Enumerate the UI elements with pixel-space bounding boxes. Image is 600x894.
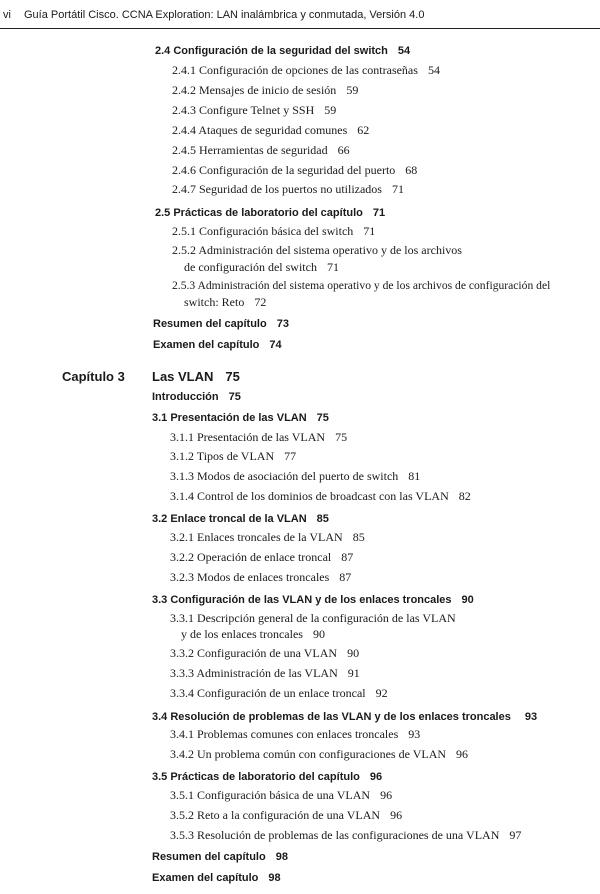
toc-title: 3.2.2 Operación de enlace troncal — [170, 550, 332, 564]
toc-page: 96 — [380, 788, 393, 802]
toc-page: 73 — [276, 318, 289, 330]
toc-section-3-4 — [152, 711, 537, 723]
toc-entry-3-1-4 — [170, 489, 471, 504]
toc-entry-2-5-3 — [172, 279, 550, 292]
toc-title: 2.4.5 Herramientas de seguridad — [172, 143, 328, 157]
toc-title: 2.5 Prácticas de laboratorio del capítulo — [155, 207, 363, 219]
toc-title: 2.5.1 Configuración básica del switch — [172, 224, 354, 238]
toc-entry-2-4-3 — [172, 103, 336, 118]
toc-title: 2.4.2 Mensajes de inicio de sesión — [172, 83, 337, 97]
toc-page: 68 — [405, 163, 418, 177]
toc-title: Resumen del capítulo — [152, 851, 266, 863]
toc-title-line2: switch: Reto — [184, 295, 245, 309]
toc-section-3-2 — [152, 513, 329, 525]
toc-title: Examen del capítulo — [153, 339, 260, 351]
toc-page: 93 — [408, 727, 421, 741]
toc-page: 77 — [284, 449, 297, 463]
toc-entry-3-2-3 — [170, 570, 351, 585]
toc-title: 2.4.4 Ataques de seguridad comunes — [172, 123, 348, 137]
toc-entry-2-5-2 — [172, 243, 462, 258]
toc-page: 66 — [337, 143, 350, 157]
toc-title: 3.3.2 Configuración de una VLAN — [170, 646, 338, 660]
page-number: vi — [3, 9, 11, 21]
toc-title: 3.1.1 Presentación de las VLAN — [170, 430, 326, 444]
toc-page: 96 — [456, 747, 469, 761]
toc-page: 85 — [352, 530, 365, 544]
toc-title: 3.4.1 Problemas comunes con enlaces troncales — [170, 727, 399, 741]
toc-page: 71 — [372, 207, 386, 219]
toc-title-line1: 2.5.3 Administración del sistema operativo y de los archivos de configuración del — [172, 279, 551, 292]
toc-page: 75 — [335, 430, 348, 444]
toc-page: 85 — [316, 513, 329, 525]
toc-resumen-2 — [153, 318, 289, 330]
toc-entry-3-4-2 — [170, 747, 468, 762]
toc-page: 74 — [269, 339, 282, 351]
book-title: Guía Portátil Cisco. CCNA Exploration: LAN inalámbrica y conmutada, Versión 4.0 — [24, 9, 425, 21]
toc-title: 3.1.4 Control de los dominios de broadcast con las VLAN — [170, 489, 449, 503]
toc-title: 2.4 Configuración de la seguridad del switch — [155, 45, 388, 57]
toc-title-line2: y de los enlaces troncales — [181, 627, 303, 641]
toc-page: 54 — [427, 63, 440, 77]
toc-title: Las VLAN — [152, 369, 214, 384]
toc-section-3-1 — [152, 412, 329, 424]
toc-title-line1: 2.5.2 Administración del sistema operativo y de los archivos — [172, 243, 462, 257]
toc-page: 87 — [339, 570, 352, 584]
toc-page: 98 — [268, 872, 281, 884]
toc-section-2-4 — [155, 45, 410, 57]
toc-title: 3.1 Presentación de las VLAN — [152, 412, 307, 424]
toc-section-3-3 — [152, 594, 474, 606]
toc-title: 3.4 Resolución de problemas de las VLAN y de los enlaces troncales — [152, 711, 511, 723]
toc-title: 3.5.1 Configuración básica de una VLAN — [170, 788, 371, 802]
toc-title: 3.5 Prácticas de laboratorio del capítulo — [152, 771, 360, 783]
toc-page: 54 — [397, 45, 411, 57]
toc-title: 3.1.3 Modos de asociación del puerto de switch — [170, 469, 399, 483]
toc-title: Resumen del capítulo — [153, 318, 267, 330]
toc-title: 3.3.3 Administración de las VLAN — [170, 666, 338, 680]
toc-entry-3-5-2 — [170, 808, 402, 823]
toc-entry-3-3-1-cont — [181, 627, 325, 642]
toc-page: 90 — [312, 627, 325, 641]
toc-title: 3.3 Configuración de las VLAN y de los enlaces troncales — [152, 594, 452, 606]
toc-page: 59 — [324, 103, 337, 117]
toc-entry-3-1-1 — [170, 430, 347, 445]
toc-entry-3-5-1 — [170, 788, 392, 803]
toc-title: 2.4.7 Seguridad de los puertos no utilizados — [172, 182, 382, 196]
toc-entry-2-4-7 — [172, 182, 404, 197]
toc-examen-2 — [153, 339, 282, 351]
toc-title: 3.2.3 Modos de enlaces troncales — [170, 570, 330, 584]
toc-page: 92 — [375, 686, 388, 700]
toc-page: 81 — [408, 469, 421, 483]
toc-entry-3-2-1 — [170, 530, 365, 545]
toc-page: 82 — [458, 489, 471, 503]
toc-title-line2: de configuración del switch — [184, 260, 317, 274]
toc-examen-3 — [152, 872, 281, 884]
toc-page: 75 — [316, 412, 329, 424]
toc-entry-3-5-3 — [170, 828, 521, 843]
toc-entry-3-2-2 — [170, 550, 353, 565]
toc-entry-2-4-1 — [172, 63, 440, 78]
toc-entry-2-5-2-cont — [184, 260, 339, 275]
toc-title: 3.4.2 Un problema común con configuraciones de VLAN — [170, 747, 447, 761]
toc-title: 2.4.3 Configure Telnet y SSH — [172, 103, 315, 117]
toc-title: Examen del capítulo — [152, 872, 259, 884]
toc-title: 3.1.2 Tipos de VLAN — [170, 449, 275, 463]
toc-page: 71 — [326, 260, 339, 274]
toc-intro-3 — [152, 391, 241, 403]
toc-entry-2-5-1 — [172, 224, 375, 239]
toc-entry-3-3-1 — [170, 611, 456, 626]
toc-page: 71 — [391, 182, 404, 196]
toc-page: 75 — [228, 391, 241, 403]
toc-entry-2-4-2 — [172, 83, 358, 98]
toc-section-3-5 — [152, 771, 382, 783]
toc-title: 3.5.3 Resolución de problemas de las configuraciones de una VLAN — [170, 828, 500, 842]
toc-page: 75 — [225, 369, 240, 384]
toc-entry-3-3-3 — [170, 666, 360, 681]
toc-page: 96 — [390, 808, 403, 822]
toc-page: 90 — [347, 646, 360, 660]
toc-page: 97 — [509, 828, 522, 842]
toc-entry-3-1-3 — [170, 469, 420, 484]
toc-page: 93 — [524, 711, 538, 723]
toc-section-2-5 — [155, 207, 385, 219]
chapter-title — [152, 369, 240, 384]
toc-entry-3-3-4 — [170, 686, 388, 701]
toc-title: Introducción — [152, 391, 219, 403]
toc-title: 3.3.4 Configuración de un enlace troncal — [170, 686, 366, 700]
toc-title: 2.4.6 Configuración de la seguridad del puerto — [172, 163, 396, 177]
toc-page: 98 — [275, 851, 288, 863]
toc-entry-3-1-2 — [170, 449, 296, 464]
toc-entry-2-4-4 — [172, 123, 369, 138]
toc-resumen-3 — [152, 851, 288, 863]
toc-page: 96 — [369, 771, 383, 783]
toc-page: 87 — [341, 550, 354, 564]
running-header — [0, 0, 600, 29]
toc-title-line1: 3.3.1 Descripción general de la configuración de las VLAN — [170, 611, 456, 625]
toc-title: 3.5.2 Reto a la configuración de una VLAN — [170, 808, 381, 822]
toc-entry-3-3-2 — [170, 646, 359, 661]
toc-title: 2.4.1 Configuración de opciones de las contraseñas — [172, 63, 418, 77]
toc-entry-2-4-5 — [172, 143, 350, 158]
toc-page: 91 — [347, 666, 360, 680]
chapter-label: Capítulo 3 — [62, 369, 125, 384]
toc-title: 3.2.1 Enlaces troncales de la VLAN — [170, 530, 343, 544]
toc-entry-3-4-1 — [170, 727, 420, 742]
toc-entry-2-4-6 — [172, 163, 417, 178]
toc-page: 62 — [357, 123, 370, 137]
toc-title: 3.2 Enlace troncal de la VLAN — [152, 513, 307, 525]
toc-entry-2-5-3-cont — [184, 295, 266, 310]
toc-page: 90 — [461, 594, 474, 606]
toc-page: 72 — [254, 295, 267, 309]
toc-page: 71 — [363, 224, 376, 238]
toc-page: 59 — [346, 83, 359, 97]
